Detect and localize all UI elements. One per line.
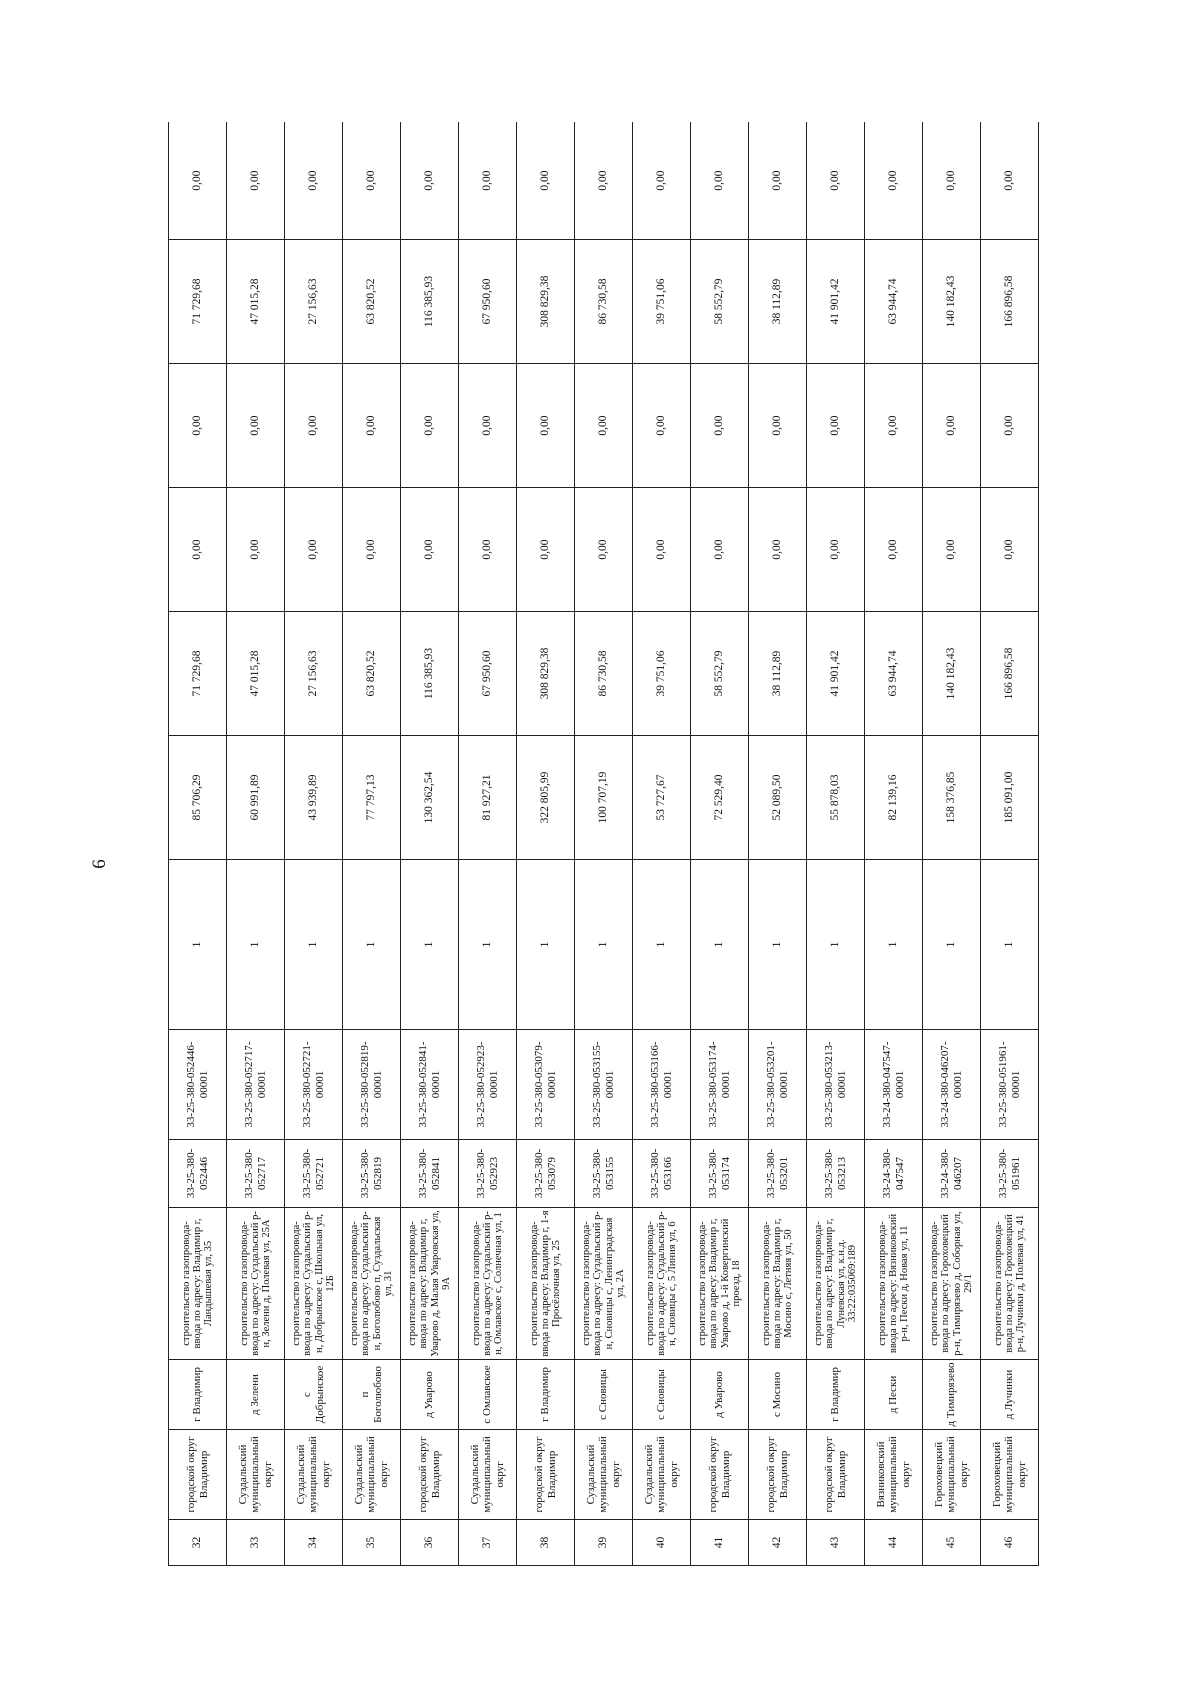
object-id-cell: 33-25-380-052721-00001 (285, 1030, 343, 1140)
value-4-cell: 0,00 (807, 364, 865, 488)
table-row (865, 122, 923, 1566)
cadastral-number-cell: 33-25-380-053201 (749, 1140, 807, 1208)
value-2-cell: 71 729,68 (169, 612, 227, 736)
value-5-cell: 58 552,79 (691, 240, 749, 364)
quantity-cell: 1 (459, 860, 517, 1030)
object-id-cell: 33-25-380-053155-00001 (575, 1030, 633, 1140)
table-row (923, 122, 981, 1566)
row-number: 41 (691, 1520, 749, 1566)
description-cell: строительство газопровода-ввода по адресу: Гороховецкий р-н, Тимирязево д, Соборная ул, 29/1 (923, 1208, 981, 1360)
object-id-cell: 33-25-380-051961-00001 (981, 1030, 1039, 1140)
value-4-cell: 0,00 (575, 364, 633, 488)
value-1-cell: 43 939,89 (285, 736, 343, 860)
row-number: 39 (575, 1520, 633, 1566)
quantity-cell: 1 (981, 860, 1039, 1030)
locality-cell: д Тимирязево (923, 1360, 981, 1430)
value-6-cell: 0,00 (981, 122, 1039, 240)
value-6-cell: 0,00 (459, 122, 517, 240)
value-5-cell: 39 751,06 (633, 240, 691, 364)
description-cell: строительство газопровода-ввода по адресу: Владимир г, Ландышевая ул, 35 (169, 1208, 227, 1360)
value-1-cell: 322 805,99 (517, 736, 575, 860)
value-1-cell: 185 091,00 (981, 736, 1039, 860)
value-2-cell: 58 552,79 (691, 612, 749, 736)
table-row (343, 122, 401, 1566)
description-cell: строительство газопровода-ввода по адресу: Владимир г, 1-я Просёлочная ул, 25 (517, 1208, 575, 1360)
district-cell: Суздальский муниципальный округ (633, 1430, 691, 1520)
district-cell: городской округ Владимир (807, 1430, 865, 1520)
value-1-cell: 52 089,50 (749, 736, 807, 860)
quantity-cell: 1 (575, 860, 633, 1030)
value-5-cell: 27 156,63 (285, 240, 343, 364)
value-1-cell: 55 878,03 (807, 736, 865, 860)
object-id-cell: 33-25-380-052923-00001 (459, 1030, 517, 1140)
row-number: 32 (169, 1520, 227, 1566)
quantity-cell: 1 (691, 860, 749, 1030)
value-3-cell: 0,00 (227, 488, 285, 612)
district-cell: Гороховецкий муниципальный округ (981, 1430, 1039, 1520)
object-id-cell: 33-25-380-052446-00001 (169, 1030, 227, 1140)
value-2-cell: 166 896,58 (981, 612, 1039, 736)
cadastral-number-cell: 33-25-380-053079 (517, 1140, 575, 1208)
district-cell: Вязниковский муниципальный округ (865, 1430, 923, 1520)
value-4-cell: 0,00 (633, 364, 691, 488)
cadastral-number-cell: 33-24-380-046207 (923, 1140, 981, 1208)
value-4-cell: 0,00 (459, 364, 517, 488)
value-6-cell: 0,00 (865, 122, 923, 240)
value-4-cell: 0,00 (285, 364, 343, 488)
value-4-cell: 0,00 (749, 364, 807, 488)
value-3-cell: 0,00 (749, 488, 807, 612)
table-row (401, 122, 459, 1566)
quantity-cell: 1 (807, 860, 865, 1030)
value-3-cell: 0,00 (807, 488, 865, 612)
cadastral-number-cell: 33-25-380-053155 (575, 1140, 633, 1208)
district-cell: Суздальский муниципальный округ (285, 1430, 343, 1520)
value-3-cell: 0,00 (923, 488, 981, 612)
description-cell: строительство газопровода-ввода по адресу: Владимир г, Уварово д, 1-й Ковергинский проезд, 18 (691, 1208, 749, 1360)
row-number: 34 (285, 1520, 343, 1566)
value-3-cell: 0,00 (633, 488, 691, 612)
description-cell: строительство газопровода-ввода по адресу: Суздальский р-н, Сновицы с, 5 Линия ул, 6 (633, 1208, 691, 1360)
value-4-cell: 0,00 (343, 364, 401, 488)
row-number: 40 (633, 1520, 691, 1566)
value-6-cell: 0,00 (807, 122, 865, 240)
value-5-cell: 63 944,74 (865, 240, 923, 364)
cadastral-number-cell: 33-25-380-052923 (459, 1140, 517, 1208)
table-row (459, 122, 517, 1566)
cadastral-number-cell: 33-24-380-047547 (865, 1140, 923, 1208)
row-number: 36 (401, 1520, 459, 1566)
district-cell: городской округ Владимир (169, 1430, 227, 1520)
value-5-cell: 166 896,58 (981, 240, 1039, 364)
cadastral-number-cell: 33-25-380-051961 (981, 1140, 1039, 1208)
locality-cell: п Боголюбово (343, 1360, 401, 1430)
value-4-cell: 0,00 (865, 364, 923, 488)
quantity-cell: 1 (517, 860, 575, 1030)
cadastral-number-cell: 33-25-380-052721 (285, 1140, 343, 1208)
value-4-cell: 0,00 (981, 364, 1039, 488)
value-5-cell: 67 950,60 (459, 240, 517, 364)
value-2-cell: 86 730,58 (575, 612, 633, 736)
value-2-cell: 39 751,06 (633, 612, 691, 736)
district-cell: городской округ Владимир (749, 1430, 807, 1520)
value-5-cell: 86 730,58 (575, 240, 633, 364)
quantity-cell: 1 (865, 860, 923, 1030)
locality-cell: д Уварово (691, 1360, 749, 1430)
object-id-cell: 33-25-380-052841-00001 (401, 1030, 459, 1140)
district-cell: Суздальский муниципальный округ (343, 1430, 401, 1520)
table-row (749, 122, 807, 1566)
value-5-cell: 63 820,52 (343, 240, 401, 364)
description-cell: строительство газопровода-ввода по адресу: Суздальский р-н, Омлавское с, Солнечная ул, 1 (459, 1208, 517, 1360)
value-2-cell: 63 820,52 (343, 612, 401, 736)
cadastral-number-cell: 33-25-380-052841 (401, 1140, 459, 1208)
description-cell: строительство газопровода-ввода по адресу: Суздальский р-н, Зелени д, Полевая ул, 25А (227, 1208, 285, 1360)
row-number: 38 (517, 1520, 575, 1566)
value-3-cell: 0,00 (981, 488, 1039, 612)
value-1-cell: 60 991,89 (227, 736, 285, 860)
cadastral-number-cell: 33-25-380-053166 (633, 1140, 691, 1208)
value-3-cell: 0,00 (343, 488, 401, 612)
description-cell: строительство газопровода-ввода по адресу: Вязниковский р-н, Пески д, Новая ул, 11 (865, 1208, 923, 1360)
locality-cell: д Уварово (401, 1360, 459, 1430)
locality-cell: г Владимир (807, 1360, 865, 1430)
table-rotation-wrapper (168, 122, 1056, 1566)
object-id-cell: 33-25-380-052717-00001 (227, 1030, 285, 1140)
value-2-cell: 41 901,42 (807, 612, 865, 736)
district-cell: Суздальский муниципальный округ (227, 1430, 285, 1520)
locality-cell: с Добрынское (285, 1360, 343, 1430)
value-6-cell: 0,00 (285, 122, 343, 240)
description-cell: строительство газопровода-ввода по адресу: Суздальский р-н, Добрынское с, Школьная ул, 12Б (285, 1208, 343, 1360)
description-cell: строительство газопровода-ввода по адресу: Суздальский р-н, Сновицы с, Ленинградская ул, 2А (575, 1208, 633, 1360)
value-2-cell: 27 156,63 (285, 612, 343, 736)
locality-cell: г Владимир (517, 1360, 575, 1430)
table-row (169, 122, 227, 1566)
value-6-cell: 0,00 (169, 122, 227, 240)
value-4-cell: 0,00 (691, 364, 749, 488)
cadastral-number-cell: 33-25-380-053213 (807, 1140, 865, 1208)
value-1-cell: 158 376,85 (923, 736, 981, 860)
value-2-cell: 116 385,93 (401, 612, 459, 736)
value-6-cell: 0,00 (633, 122, 691, 240)
value-1-cell: 81 927,21 (459, 736, 517, 860)
locality-cell: с Сновицы (575, 1360, 633, 1430)
value-1-cell: 82 139,16 (865, 736, 923, 860)
description-cell: строительство газопровода-ввода по адресу: Суздальский р-н, Боголюбово п, Суздальская ул, 31 (343, 1208, 401, 1360)
value-2-cell: 67 950,60 (459, 612, 517, 736)
value-2-cell: 140 182,43 (923, 612, 981, 736)
value-5-cell: 47 015,28 (227, 240, 285, 364)
district-cell: Гороховецкий муниципальный округ (923, 1430, 981, 1520)
value-6-cell: 0,00 (401, 122, 459, 240)
district-cell: Суздальский муниципальный округ (459, 1430, 517, 1520)
district-cell: Суздальский муниципальный округ (575, 1430, 633, 1520)
cadastral-number-cell: 33-25-380-052819 (343, 1140, 401, 1208)
quantity-cell: 1 (343, 860, 401, 1030)
object-id-cell: 33-25-380-052819-00001 (343, 1030, 401, 1140)
locality-cell: д Лучинки (981, 1360, 1039, 1430)
district-cell: городской округ Владимир (691, 1430, 749, 1520)
locality-cell: с Омлавское (459, 1360, 517, 1430)
table-body (169, 122, 1039, 1566)
value-4-cell: 0,00 (401, 364, 459, 488)
value-6-cell: 0,00 (923, 122, 981, 240)
value-5-cell: 41 901,42 (807, 240, 865, 364)
description-cell: строительство газопровода-ввода по адресу: Гороховецкий р-н, Лучинки д, Полевая ул, 41 (981, 1208, 1039, 1360)
value-1-cell: 53 727,67 (633, 736, 691, 860)
locality-cell: г Владимир (169, 1360, 227, 1430)
row-number: 35 (343, 1520, 401, 1566)
value-3-cell: 0,00 (691, 488, 749, 612)
value-4-cell: 0,00 (227, 364, 285, 488)
value-2-cell: 308 829,38 (517, 612, 575, 736)
value-6-cell: 0,00 (749, 122, 807, 240)
value-5-cell: 116 385,93 (401, 240, 459, 364)
quantity-cell: 1 (401, 860, 459, 1030)
table-row (633, 122, 691, 1566)
object-id-cell: 33-25-380-053213-00001 (807, 1030, 865, 1140)
locality-cell: д Зелени (227, 1360, 285, 1430)
description-cell: строительство газопровода-ввода по адресу: Владимир г, Уварово д, Малая Уваровская ул, 9А (401, 1208, 459, 1360)
value-2-cell: 47 015,28 (227, 612, 285, 736)
rotated-table-container (168, 122, 1056, 1566)
district-cell: городской округ Владимир (517, 1430, 575, 1520)
row-number: 45 (923, 1520, 981, 1566)
description-cell: строительство газопровода-ввода по адресу: Владимир г, Мосино с, Летняя ул, 50 (749, 1208, 807, 1360)
value-6-cell: 0,00 (691, 122, 749, 240)
value-6-cell: 0,00 (575, 122, 633, 240)
row-number: 43 (807, 1520, 865, 1566)
locality-cell: д Пески (865, 1360, 923, 1430)
value-3-cell: 0,00 (575, 488, 633, 612)
quantity-cell: 1 (285, 860, 343, 1030)
quantity-cell: 1 (169, 860, 227, 1030)
object-id-cell: 33-25-380-053174-00001 (691, 1030, 749, 1140)
locality-cell: с Мосино (749, 1360, 807, 1430)
value-6-cell: 0,00 (343, 122, 401, 240)
value-3-cell: 0,00 (401, 488, 459, 612)
row-number: 37 (459, 1520, 517, 1566)
row-number: 46 (981, 1520, 1039, 1566)
table-row (227, 122, 285, 1566)
object-id-cell: 33-25-380-053166-00001 (633, 1030, 691, 1140)
data-table (168, 122, 1039, 1566)
value-3-cell: 0,00 (459, 488, 517, 612)
table-row (981, 122, 1039, 1566)
value-2-cell: 63 944,74 (865, 612, 923, 736)
value-5-cell: 38 112,89 (749, 240, 807, 364)
object-id-cell: 33-25-380-053201-00001 (749, 1030, 807, 1140)
table-row (691, 122, 749, 1566)
row-number: 44 (865, 1520, 923, 1566)
object-id-cell: 33-25-380-053079-00001 (517, 1030, 575, 1140)
value-1-cell: 100 707,19 (575, 736, 633, 860)
value-5-cell: 308 829,38 (517, 240, 575, 364)
object-id-cell: 33-24-380-046207-00001 (923, 1030, 981, 1140)
table-row (285, 122, 343, 1566)
value-1-cell: 77 797,13 (343, 736, 401, 860)
table-row (517, 122, 575, 1566)
table-row (807, 122, 865, 1566)
value-2-cell: 38 112,89 (749, 612, 807, 736)
cadastral-number-cell: 33-25-380-052717 (227, 1140, 285, 1208)
quantity-cell: 1 (749, 860, 807, 1030)
value-1-cell: 130 362,54 (401, 736, 459, 860)
value-3-cell: 0,00 (865, 488, 923, 612)
value-5-cell: 71 729,68 (169, 240, 227, 364)
value-3-cell: 0,00 (517, 488, 575, 612)
value-6-cell: 0,00 (517, 122, 575, 240)
value-3-cell: 0,00 (285, 488, 343, 612)
value-1-cell: 85 706,29 (169, 736, 227, 860)
quantity-cell: 1 (227, 860, 285, 1030)
value-4-cell: 0,00 (517, 364, 575, 488)
cadastral-number-cell: 33-25-380-053174 (691, 1140, 749, 1208)
value-6-cell: 0,00 (227, 122, 285, 240)
description-cell: строительство газопровода-ввода по адресу: Владимир г, Луневская ул, к.н.д. 33:22:035069:189 (807, 1208, 865, 1360)
value-3-cell: 0,00 (169, 488, 227, 612)
row-number: 42 (749, 1520, 807, 1566)
table-row (575, 122, 633, 1566)
quantity-cell: 1 (923, 860, 981, 1030)
row-number: 33 (227, 1520, 285, 1566)
value-5-cell: 140 182,43 (923, 240, 981, 364)
value-4-cell: 0,00 (169, 364, 227, 488)
locality-cell: с Сновицы (633, 1360, 691, 1430)
page-number: 6 (89, 859, 110, 869)
value-1-cell: 72 529,40 (691, 736, 749, 860)
value-4-cell: 0,00 (923, 364, 981, 488)
quantity-cell: 1 (633, 860, 691, 1030)
district-cell: городской округ Владимир (401, 1430, 459, 1520)
object-id-cell: 33-24-380-047547-00001 (865, 1030, 923, 1140)
cadastral-number-cell: 33-25-380-052446 (169, 1140, 227, 1208)
